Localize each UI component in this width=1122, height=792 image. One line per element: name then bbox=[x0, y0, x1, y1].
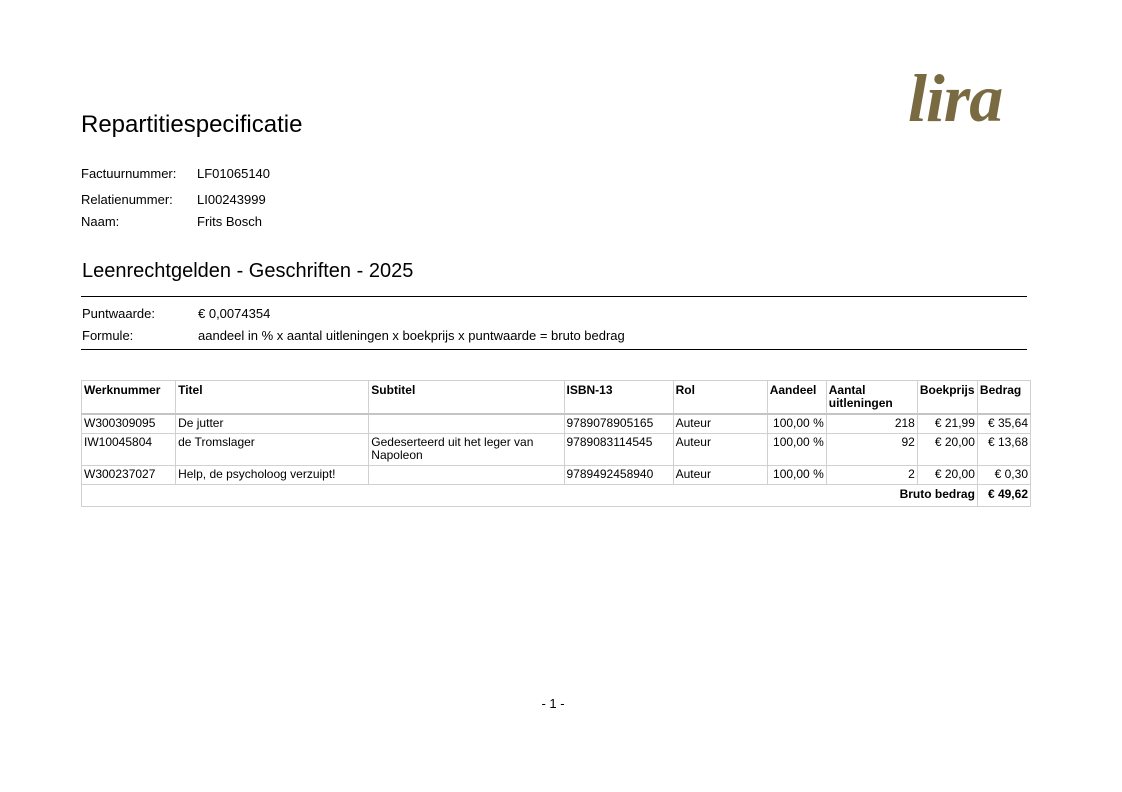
relatienummer-value: LI00243999 bbox=[197, 192, 266, 207]
cell-werknummer: IW10045804 bbox=[82, 434, 176, 466]
cell-boekprijs: € 21,99 bbox=[917, 414, 977, 434]
cell-titel: Help, de psycholoog verzuipt! bbox=[176, 466, 369, 485]
factuurnummer-label: Factuurnummer: bbox=[81, 166, 177, 181]
naam-label: Naam: bbox=[81, 214, 120, 229]
header-isbn: ISBN-13 bbox=[564, 381, 673, 415]
header-rol: Rol bbox=[673, 381, 767, 415]
divider-top bbox=[81, 296, 1027, 297]
cell-rol: Auteur bbox=[673, 434, 767, 466]
total-value: € 49,62 bbox=[977, 485, 1030, 507]
cell-aandeel: 100,00 % bbox=[767, 466, 826, 485]
cell-boekprijs: € 20,00 bbox=[917, 466, 977, 485]
repartitie-table bbox=[81, 380, 1031, 507]
cell-aantal: 2 bbox=[826, 466, 917, 485]
header-aandeel: Aandeel bbox=[767, 381, 826, 415]
page-title: Repartitiespecificatie bbox=[81, 111, 303, 138]
table-row bbox=[82, 414, 1031, 434]
cell-boekprijs: € 20,00 bbox=[917, 434, 977, 466]
factuurnummer-row bbox=[81, 166, 270, 182]
total-label: Bruto bedrag bbox=[82, 485, 978, 507]
cell-aantal: 92 bbox=[826, 434, 917, 466]
cell-aantal: 218 bbox=[826, 414, 917, 434]
cell-subtitel: Gedeserteerd uit het leger van Napoleon bbox=[369, 434, 564, 466]
cell-titel: De jutter bbox=[176, 414, 369, 434]
lira-logo: lira bbox=[908, 60, 1003, 136]
relatienummer-label: Relatienummer: bbox=[81, 192, 173, 207]
section-title: Leenrechtgelden - Geschriften - 2025 bbox=[82, 260, 414, 282]
cell-isbn: 9789492458940 bbox=[564, 466, 673, 485]
naam-row bbox=[81, 214, 262, 230]
cell-werknummer: W300309095 bbox=[82, 414, 176, 434]
cell-subtitel bbox=[369, 466, 564, 485]
cell-aandeel: 100,00 % bbox=[767, 414, 826, 434]
cell-bedrag: € 35,64 bbox=[977, 414, 1030, 434]
cell-rol: Auteur bbox=[673, 466, 767, 485]
formule-value: aandeel in % x aantal uitleningen x boekprijs x puntwaarde = bruto bedrag bbox=[198, 328, 625, 343]
naam-value: Frits Bosch bbox=[197, 214, 263, 229]
relatienummer-row bbox=[81, 192, 266, 208]
cell-subtitel bbox=[369, 414, 564, 434]
header-titel: Titel bbox=[176, 381, 369, 415]
cell-bedrag: € 0,30 bbox=[977, 466, 1030, 485]
cell-aandeel: 100,00 % bbox=[767, 434, 826, 466]
divider-bottom bbox=[81, 349, 1027, 350]
header-bedrag: Bedrag bbox=[977, 381, 1030, 415]
header-aantal: Aantal uitleningen bbox=[826, 381, 917, 415]
puntwaarde-label: Puntwaarde: bbox=[82, 306, 155, 321]
table-row bbox=[82, 466, 1031, 485]
table-header-row bbox=[82, 381, 1031, 415]
cell-isbn: 9789078905165 bbox=[564, 414, 673, 434]
puntwaarde-row bbox=[82, 306, 270, 322]
header-subtitel: Subtitel bbox=[369, 381, 564, 415]
puntwaarde-value: € 0,0074354 bbox=[198, 306, 271, 321]
page-number: - 1 - bbox=[541, 696, 565, 711]
cell-rol: Auteur bbox=[673, 414, 767, 434]
formule-label: Formule: bbox=[82, 328, 134, 343]
header-boekprijs: Boekprijs bbox=[917, 381, 977, 415]
cell-titel: de Tromslager bbox=[176, 434, 369, 466]
formule-row bbox=[82, 328, 625, 344]
factuurnummer-value: LF01065140 bbox=[197, 166, 271, 181]
cell-isbn: 9789083114545 bbox=[564, 434, 673, 466]
total-row bbox=[82, 485, 1031, 507]
cell-werknummer: W300237027 bbox=[82, 466, 176, 485]
table-row bbox=[82, 434, 1031, 466]
cell-bedrag: € 13,68 bbox=[977, 434, 1030, 466]
header-werknummer: Werknummer bbox=[82, 381, 176, 415]
